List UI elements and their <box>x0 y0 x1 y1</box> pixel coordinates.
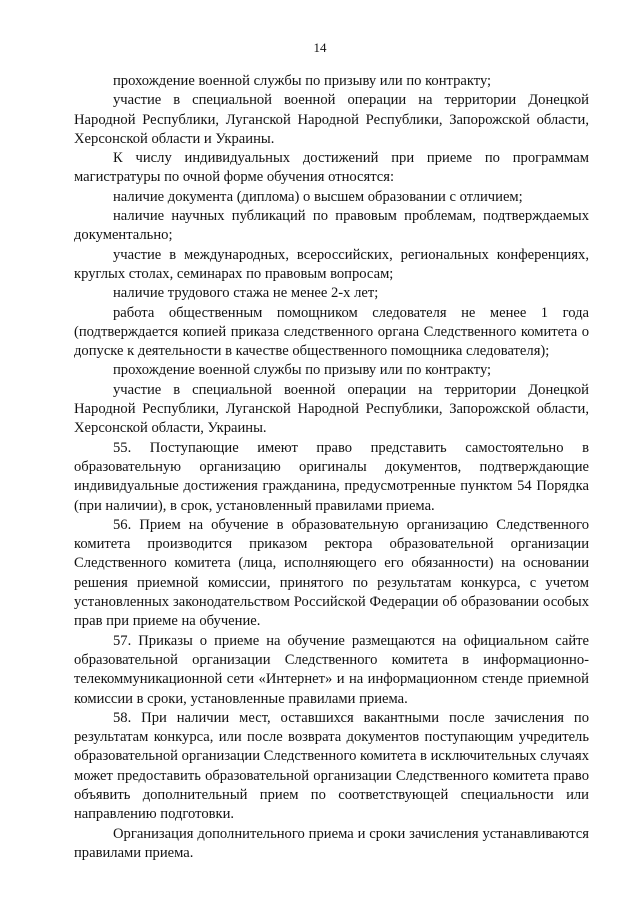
paragraph-work-experience: наличие трудового стажа не менее 2-х лет; <box>113 285 379 302</box>
paragraph-special-operation: участие в специальной военной операции на территории Донецкой Народной Республики, Луганской Народной Республики, Запорожской области, Херсонской области и Украины. <box>74 92 589 147</box>
document-body <box>74 72 589 863</box>
paragraph-item-55: 55. Поступающие имеют право представить самостоятельно в образовательную организацию оригиналы документов, подтверждающие индивидуальные достижения гражданина, предусмотренные пунктом 54 Порядка (при наличии), в срок, установленный правилами приема. <box>74 439 589 514</box>
paragraph-scientific-publications: наличие научных публикаций по правовым проблемам, подтверждаемых документально; <box>74 208 589 244</box>
paragraph-item-56: 56. Прием на обучение в образовательную организацию Следственного комитета производится приказом ректора образовательной организации Следственного комитета (лица, исполняющего его обязанности) на основании решения приемной комиссии, принятого по результатам конкурса, с учетом установленных законодательством Российской Федерации об образовании особых прав при приеме на обучение. <box>74 516 589 630</box>
paragraph-additional-admission: Организация дополнительного приема и сроки зачисления устанавливаются правилами приема. <box>74 825 589 861</box>
paragraph-item-58: 58. При наличии мест, оставшихся вакантными после зачисления по результатам конкурса, или после возврата документов поступающим учредитель образовательной организации Следственного комитета в исключительных случаях может предоставить образовательной организации Следственного комитета право объявить дополнительный прием по соответствующей специальности или направлению подготовки. <box>74 709 589 823</box>
paragraph-masters-achievements-intro: К числу индивидуальных достижений при приеме по программам магистратуры по очной форме обучения относятся: <box>74 150 589 186</box>
paragraph-diploma-with-honors: наличие документа (диплома) о высшем образовании с отличием; <box>113 188 523 205</box>
page-number: 14 <box>313 40 327 55</box>
paragraph-military-service-masters: прохождение военной службы по призыву или по контракту; <box>113 362 492 379</box>
paragraph-public-assistant: работа общественным помощником следователя не менее 1 года (подтверждается копией приказа следственного органа Следственного комитета о допуске к деятельности в качестве общественного помощника следователя); <box>74 304 589 360</box>
paragraph-conferences: участие в международных, всероссийских, региональных конференциях, круглых столах, семинарах по правовым вопросам; <box>74 246 589 282</box>
paragraph-special-operation-masters: участие в специальной военной операции на территории Донецкой Народной Республики, Луганской Народной Республики, Запорожской области, Херсонской области, Украины. <box>74 381 589 437</box>
paragraph-military-service: прохождение военной службы по призыву или по контракту; <box>113 73 492 89</box>
paragraph-item-57: 57. Приказы о приеме на обучение размещаются на официальном сайте образовательной организации Следственного комитета в информационно-телекоммуникационной сети «Интернет» и на информационном стенде приемной комиссии в сроки, установленные правилами приема. <box>74 632 589 707</box>
